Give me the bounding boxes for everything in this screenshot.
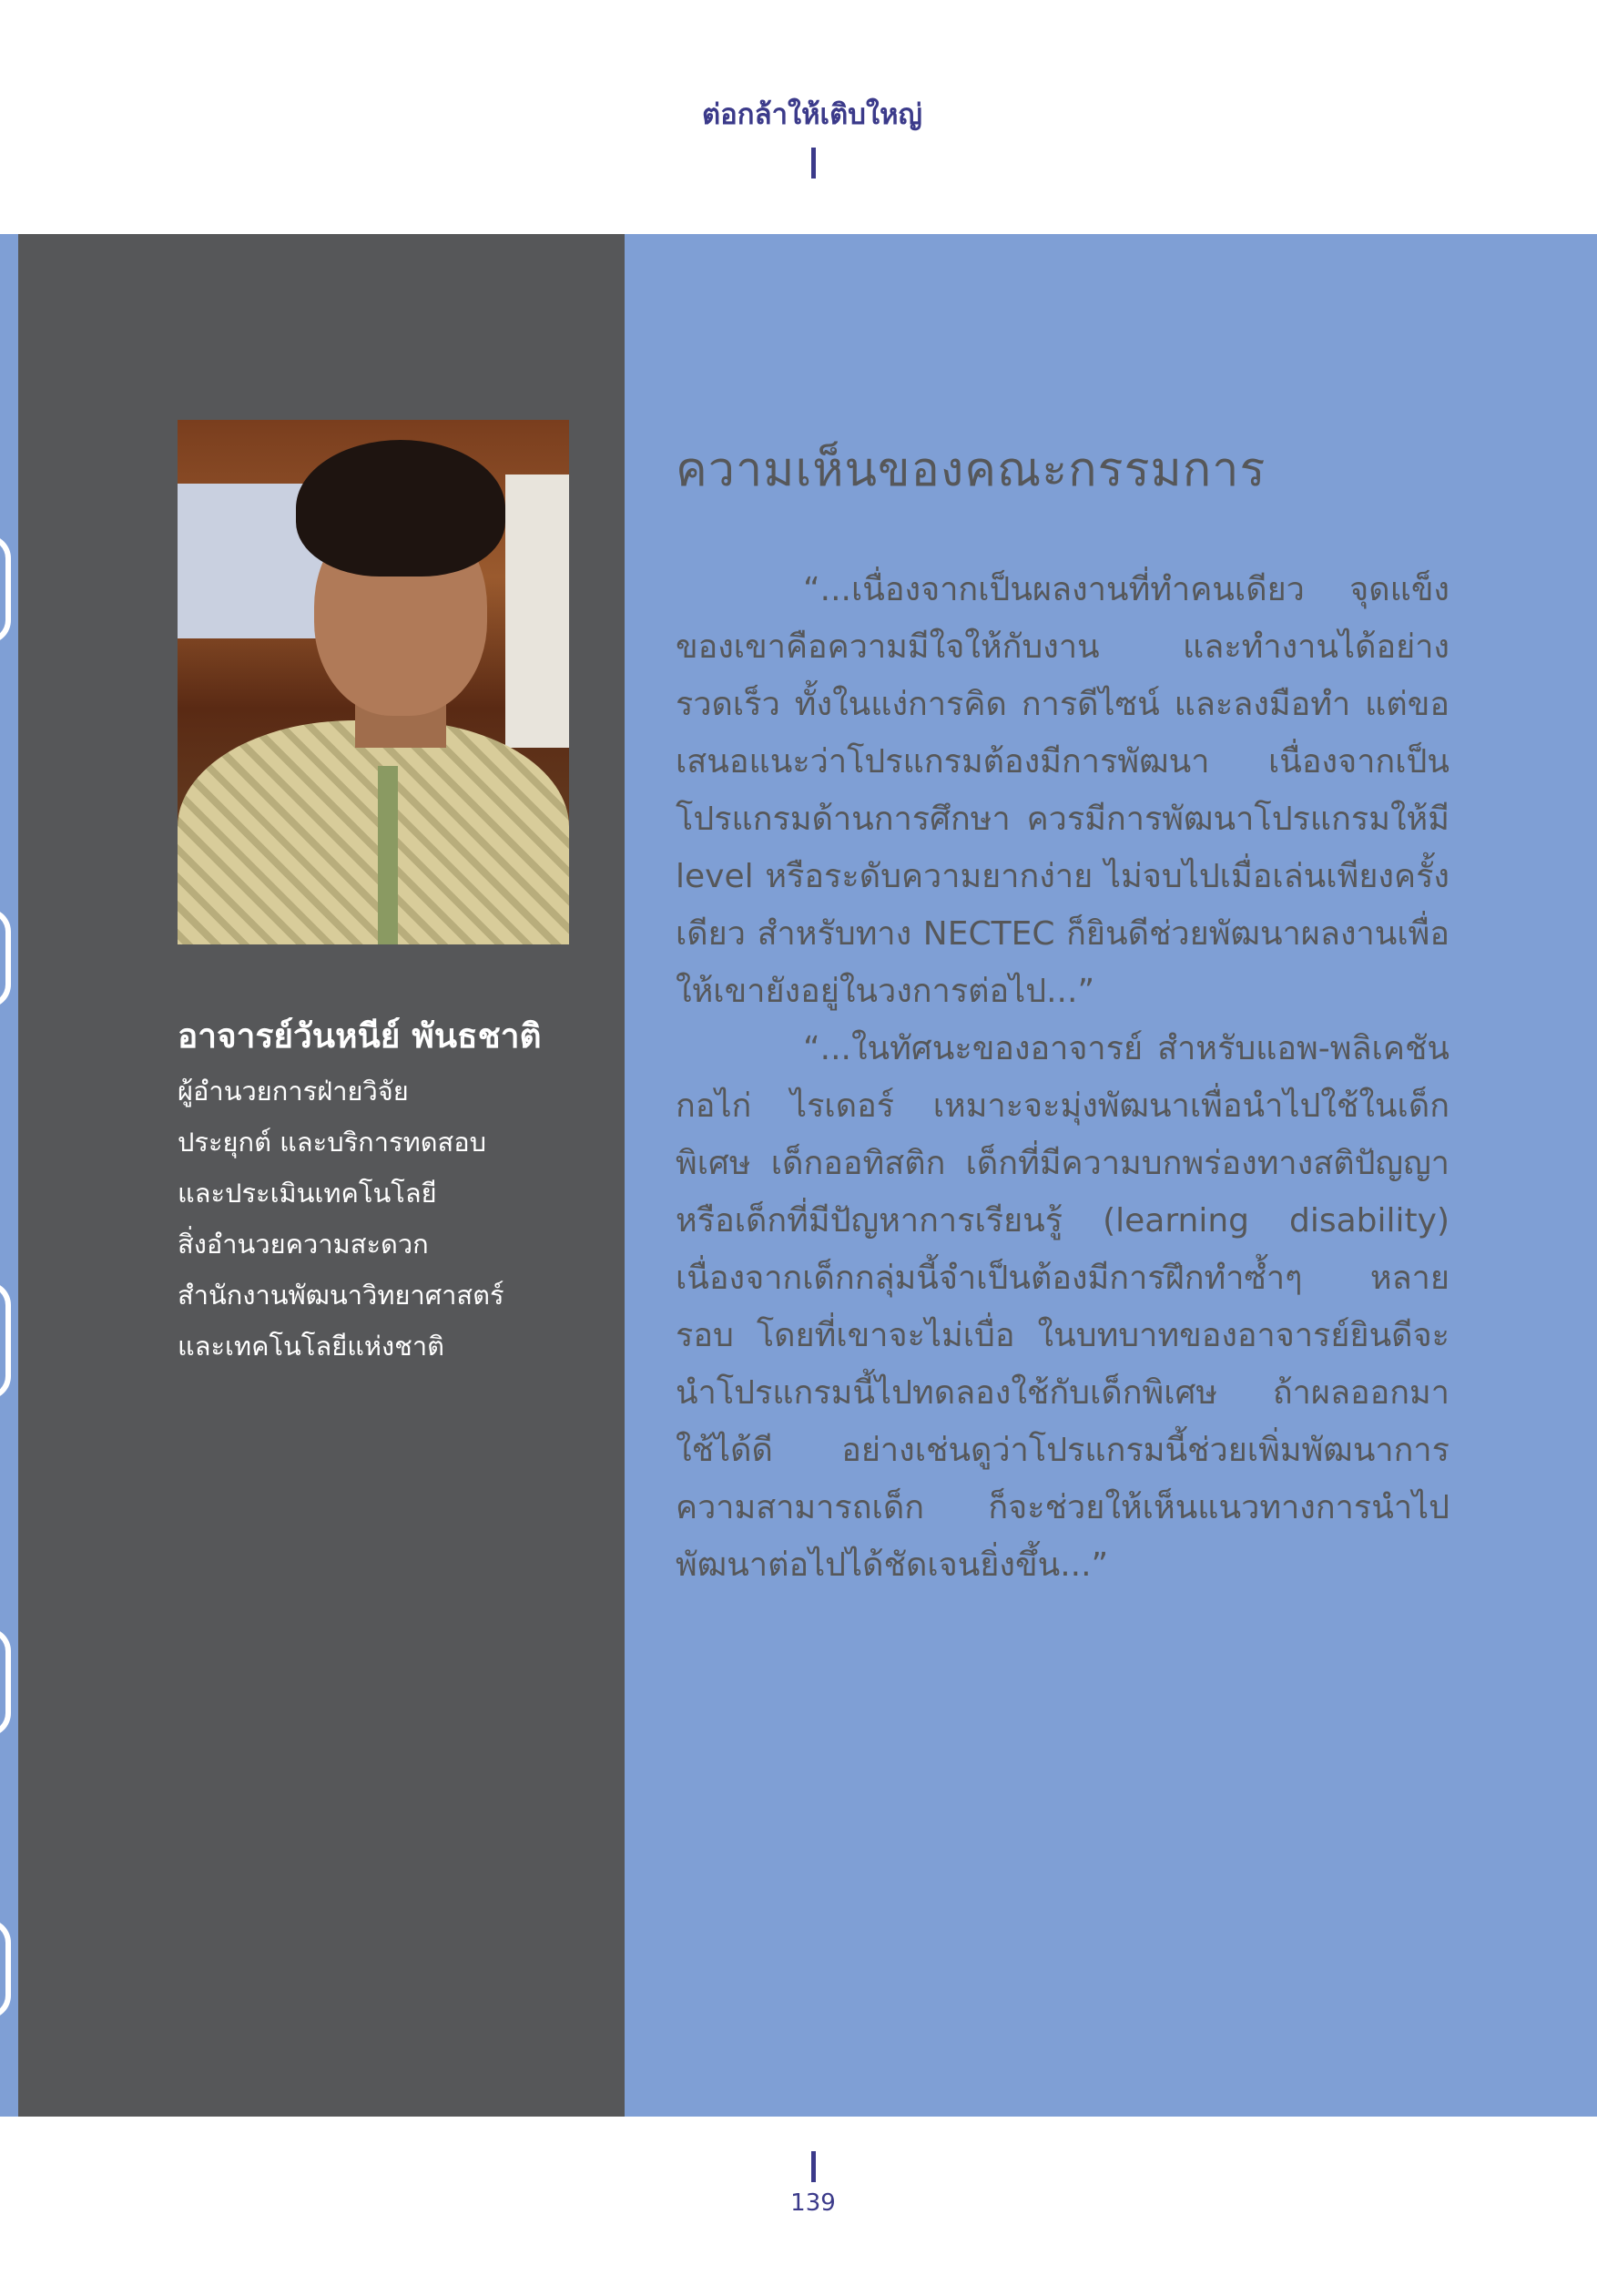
affiliation-line: และเทคโนโลยีแห่งชาติ bbox=[178, 1331, 444, 1362]
affiliation-line: ผู้อำนวยการฝ่ายวิจัย bbox=[178, 1076, 409, 1107]
photo-hair bbox=[296, 440, 505, 577]
photo-blouse-placket bbox=[378, 766, 398, 944]
strip-decor-shape bbox=[0, 908, 11, 1008]
strip-decor-shape bbox=[0, 535, 11, 644]
section-title: ความเห็นของคณะกรรมการ bbox=[676, 443, 1266, 497]
quote-paragraph: “...ในทัศนะของอาจารย์ สำหรับแอพ-พลิเคชัน กอไก่ ไรเดอร์ เหมาะจะมุ่งพัฒนาเพื่อนำไปใช้ในเด็กพิเศษ เด็กออทิสติก เด็กที่มีความบกพร่องทางสติปัญญา หรือเด็กที่มีปัญหาการเรียนรู้ (learning disability) เนื่องจากเด็กกลุ่มนี้จำเป็นต้องมีการฝึกทำซ้ำๆ หลายรอบ โดยที่เขาจะไม่เบื่อ ในบทบาทของอาจารย์ยินดีจะนำโปรแกรมนี้ไปทดลองใช้กับเด็กพิเศษ ถ้าผลออกมาใช้ได้ดี อย่างเช่นดูว่าโปรแกรมนี้ช่วยเพิ่มพัฒนาการความสามารถเด็ก ก็จะช่วยให้เห็นแนวทางการนำไปพัฒนาต่อไปได้ชัดเจนยิ่งขึ้น...” bbox=[676, 1030, 1450, 1584]
affiliation-list bbox=[178, 1066, 605, 1372]
header-divider bbox=[811, 148, 816, 179]
affiliation-line: สิ่งอำนวยความสะดวก bbox=[178, 1229, 429, 1260]
page-number: 139 bbox=[790, 2189, 836, 2217]
strip-decor-shape bbox=[0, 1628, 11, 1737]
quote-paragraph: “...เนื่องจากเป็นผลงานที่ทำคนเดียว จุดแข็งของเขาคือความมีใจให้กับงาน และทำงานได้อย่างรวดเร็ว ทั้งในแง่การคิด การดีไซน์ และลงมือทำ แต่ขอเสนอแนะว่าโปรแกรมต้องมีการพัฒนา เนื่องจากเป็นโปรแกรมด้านการศึกษา ควรมีการพัฒนาโปรแกรมให้มี level หรือระดับความยากง่าย ไม่จบไปเมื่อเล่นเพียงครั้งเดียว สำหรับทาง NECTEC ก็ยินดีช่วยพัฒนาผลงานเพื่อให้เขายังอยู่ในวงการต่อไป...” bbox=[676, 571, 1450, 1010]
person-name: อาจารย์วันหนีย์ พันธชาติ bbox=[178, 1016, 542, 1056]
running-title: ต่อกล้าให้เติบใหญ่ bbox=[702, 98, 922, 131]
committee-quote bbox=[676, 561, 1450, 1594]
affiliation-line: ประยุกต์ และบริการทดสอบ bbox=[178, 1127, 487, 1158]
affiliation-line: และประเมินเทคโนโลยี bbox=[178, 1178, 437, 1209]
strip-decor-shape bbox=[0, 1281, 11, 1400]
footer-divider bbox=[811, 2151, 816, 2182]
affiliation-line: สำนักงานพัฒนาวิทยาศาสตร์ bbox=[178, 1280, 504, 1311]
photo-blouse bbox=[178, 720, 569, 944]
strip-decor-shape bbox=[0, 1919, 11, 2019]
photo-background-screen bbox=[505, 475, 569, 748]
portrait-photo bbox=[178, 420, 569, 944]
left-decor-strip bbox=[0, 234, 18, 2117]
